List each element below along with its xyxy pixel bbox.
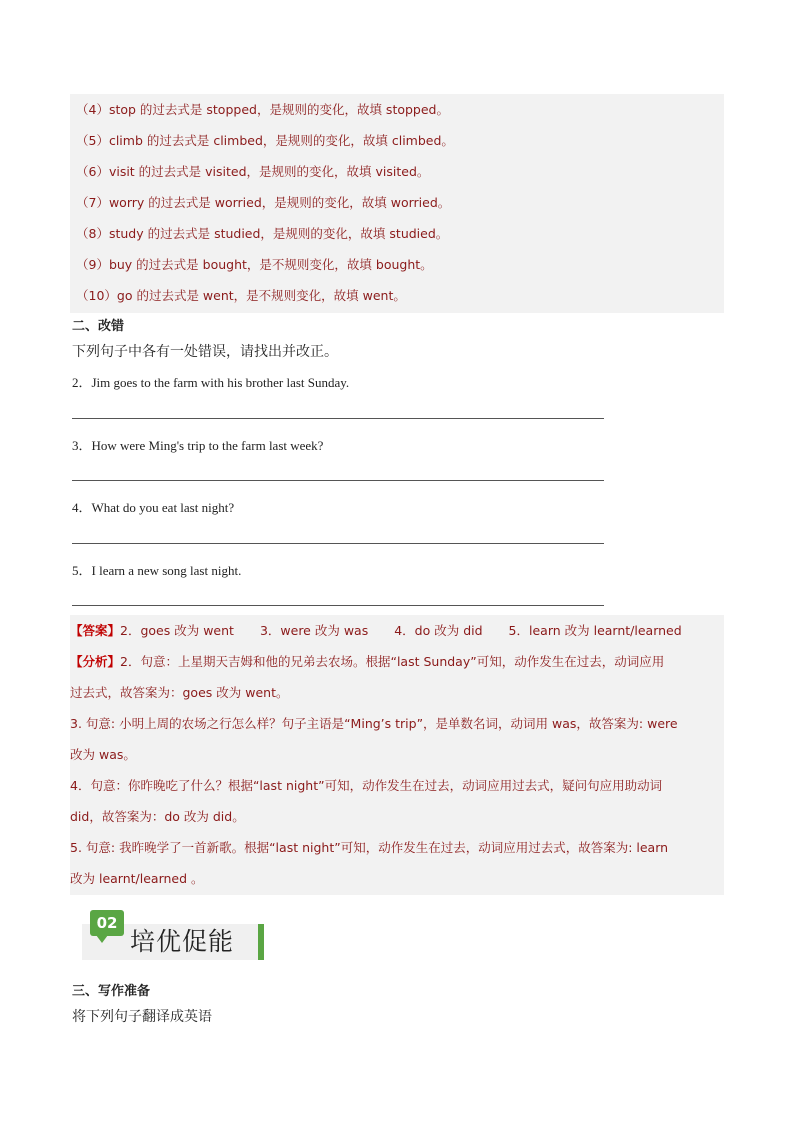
answer-block-past-tense	[70, 94, 724, 313]
analysis-line: 5. 句意: 我昨晚学了一首新歌。根据“last night”可知，动作发生在过去，动词应用过去式，故答案为: learn	[70, 840, 669, 855]
question-item: 4．What do you eat last night?	[72, 500, 235, 515]
analysis-text: 2．句意：上星期天吉姆和他的兄弟去农场。根据“last Sunday”可知，动作发生在过去，动词应用	[120, 654, 665, 669]
section-banner	[78, 908, 268, 962]
answer-item: 2．goes 改为 went	[120, 623, 234, 638]
answer-line: （4）stop 的过去式是 stopped，是规则的变化，故填 stopped。	[76, 102, 449, 117]
answer-line: （8）study 的过去式是 studied，是规则的变化，故填 studied。	[76, 226, 449, 241]
section-instruction: 下列句子中各有一处错误，请找出并改正。	[72, 344, 338, 360]
analysis-line: 3. 句意: 小明上周的农场之行怎么样？句子主语是“Ming’s trip”，是单数名词，动词用 was，故答案为: were	[70, 716, 678, 731]
section-title-correction: 二、改错	[72, 319, 125, 334]
answer-item: 5．learn 改为 learnt/learned	[508, 623, 682, 638]
analysis-tag: 【分析】	[70, 654, 121, 669]
banner-title: 培优促能	[130, 927, 235, 956]
answer-line: （10）go 的过去式是 went，是不规则变化，故填 went。	[76, 288, 406, 303]
answer-line: （9）buy 的过去式是 bought，是不规则变化，故填 bought。	[76, 257, 433, 272]
banner-number-badge: 02	[90, 910, 124, 936]
analysis-line	[70, 646, 724, 677]
banner-accent	[258, 924, 264, 960]
section-title-writing: 三、写作准备	[72, 984, 151, 999]
analysis-line: 过去式，故答案为：goes 改为 went。	[70, 685, 289, 700]
answer-key-line	[70, 615, 724, 646]
answer-item: 4．do 改为 did	[394, 623, 483, 638]
section-instruction: 将下列句子翻译成英语	[72, 1009, 212, 1025]
question-item: 5．I learn a new song last night.	[72, 563, 242, 578]
analysis-line: did，故答案为：do 改为 did。	[70, 809, 245, 824]
analysis-line: 4．句意：你昨晚吃了什么？根据“last night”可知，动作发生在过去，动词应用过去式，疑问句应用助动词	[70, 778, 663, 793]
speech-bubble-tip-icon	[96, 935, 108, 943]
answer-blank-line[interactable]	[72, 605, 604, 606]
answer-line: （5）climb 的过去式是 climbed，是规则的变化，故填 climbed。	[76, 133, 454, 148]
question-item: 2．Jim goes to the farm with his brother last Sunday.	[72, 375, 350, 390]
answer-line: （7）worry 的过去式是 worried，是规则的变化，故填 worried。	[76, 195, 451, 210]
analysis-line: 改为 was。	[70, 747, 136, 762]
question-item: 3．How were Ming's trip to the farm last week?	[72, 438, 324, 453]
answer-item: 3．were 改为 was	[259, 623, 369, 638]
analysis-line: 改为 learnt/learned 。	[70, 871, 204, 886]
answer-analysis-block	[70, 615, 724, 895]
answer-tag: 【答案】	[70, 623, 121, 638]
answer-blank-line[interactable]	[72, 543, 604, 544]
answer-blank-line[interactable]	[72, 480, 604, 481]
answer-line: （6）visit 的过去式是 visited，是规则的变化，故填 visited。	[76, 164, 430, 179]
answer-blank-line[interactable]	[72, 418, 604, 419]
